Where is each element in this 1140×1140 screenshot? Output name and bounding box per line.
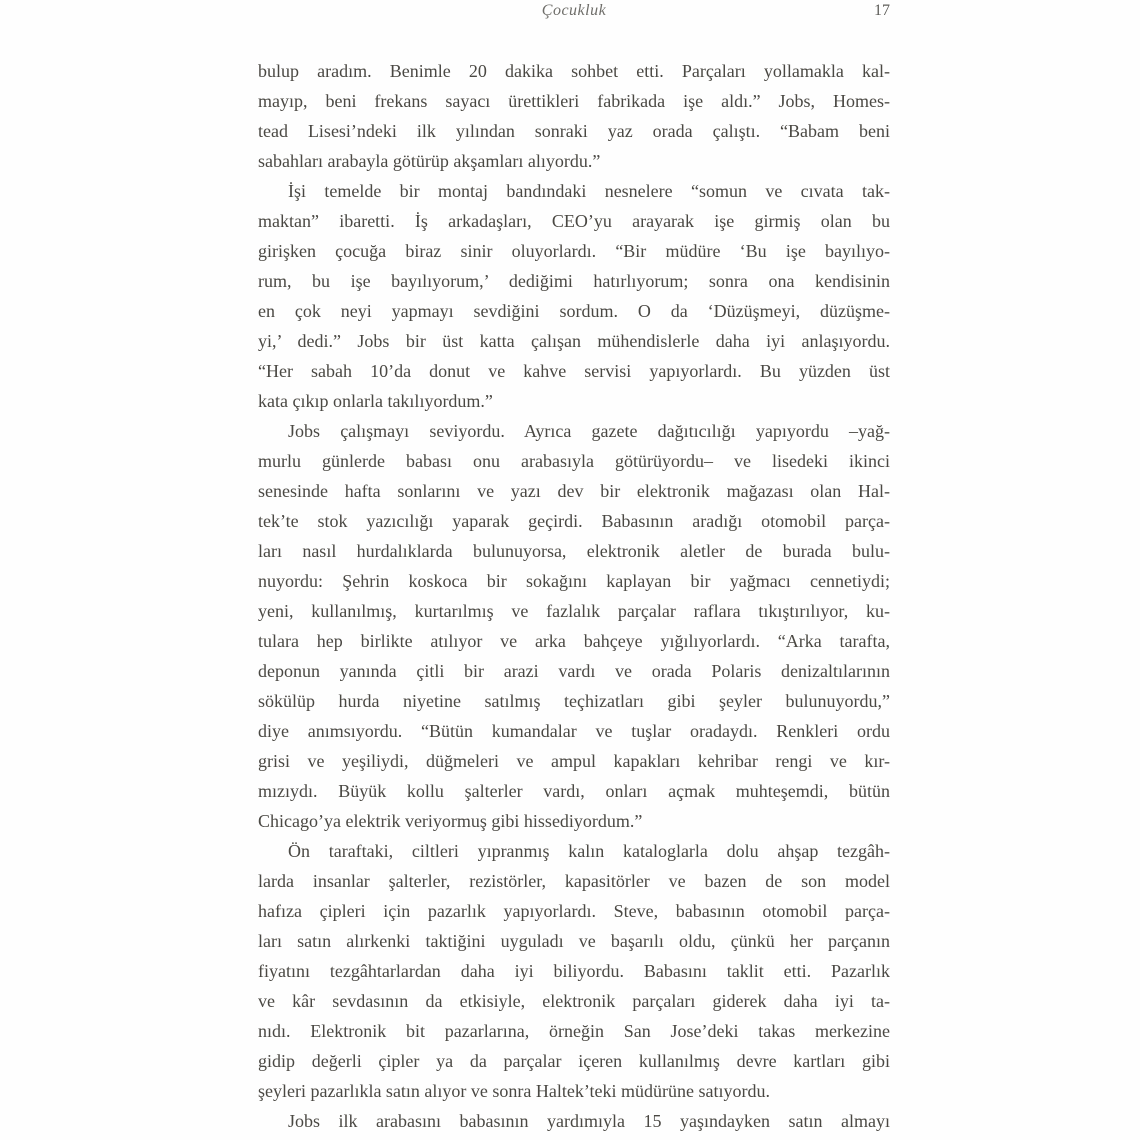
text-line: fiyatını tezgâhtarlardan daha iyi biliyordu. Babasını taklit etti. Pazarlık — [258, 961, 890, 981]
text-line: ve kâr sevdasının da etkisiyle, elektronik parçaları giderek daha iyi ta- — [258, 991, 890, 1011]
paragraph — [258, 1106, 890, 1136]
text-line: grisi ve yeşiliydi, düğmeleri ve ampul kapakları kehribar rengi ve kır- — [258, 751, 890, 771]
text-line: diye anımsıyordu. “Bütün kumandalar ve tuşlar oradaydı. Renkleri ordu — [258, 721, 890, 741]
text-line: “Her sabah 10’da donut ve kahve servisi yapıyorlardı. Bu yüzden üst — [258, 361, 890, 381]
text-line: larda insanlar şalterler, rezistörler, kapasitörler ve bazen de son model — [258, 871, 890, 891]
text-line: yeni, kullanılmış, kurtarılmış ve fazlalık parçalar raflara tıkıştırılıyor, ku- — [258, 601, 890, 621]
text-line: şeyleri pazarlıkla satın alıyor ve sonra Haltek’teki müdürüne satıyordu. — [258, 1081, 771, 1101]
text-line: tead Lisesi’ndeki ilk yılından sonraki yaz orada çalıştı. “Babam beni — [258, 121, 890, 141]
page-header — [258, 0, 890, 22]
text-line: maktan” ibaretti. İş arkadaşları, CEO’yu arayarak işe girmiş olan bu — [258, 211, 890, 231]
text-line: mızıydı. Büyük kollu şalterler vardı, onları açmak muhteşemdi, bütün — [258, 781, 890, 801]
paragraph — [258, 416, 890, 836]
text-line: deponun yanında çitli bir arazi vardı ve orada Polaris denizaltılarının — [258, 661, 890, 681]
text-line: kata çıkıp onlarla takılıyordum.” — [258, 391, 493, 411]
text-line: ları satın alırkenki taktiğini uyguladı ve başarılı oldu, çünkü her parçanın — [258, 931, 890, 951]
text-block — [258, 56, 890, 1136]
text-line: sökülüp hurda niyetine satılmış teçhizatları gibi şeyler bulunuyordu,” — [258, 691, 890, 711]
text-line: sabahları arabayla götürüp akşamları alıyordu.” — [258, 151, 601, 171]
paragraph — [258, 836, 890, 1106]
text-line: murlu günlerde babası onu arabasıyla götürüyordu– ve lisedeki ikinci — [258, 451, 890, 471]
text-line: mayıp, beni frekans sayacı ürettikleri fabrikada işe aldı.” Jobs, Homes- — [258, 91, 890, 111]
text-line: ları nasıl hurdalıklarda bulunuyorsa, elektronik aletler de burada bulu- — [258, 541, 890, 561]
text-line: Jobs çalışmayı seviyordu. Ayrıca gazete dağıtıcılığı yapıyordu –yağ- — [288, 421, 890, 441]
text-line: nuyordu: Şehrin koskoca bir sokağını kaplayan bir yağmacı cennetiydi; — [258, 571, 890, 591]
text-line: yi,’ dedi.” Jobs bir üst katta çalışan mühendislerle daha iyi anlaşıyordu. — [258, 331, 890, 351]
text-line: senesinde hafta sonlarını ve yazı dev bir elektronik mağazası olan Hal- — [258, 481, 890, 501]
text-line: nıdı. Elektronik bit pazarlarına, örneğin San Jose’deki takas merkezine — [258, 1021, 890, 1041]
text-line: rum, bu işe bayılıyorum,’ dediğimi hatırlıyorum; sonra ona kendisinin — [258, 271, 890, 291]
text-line: girişken çocuğa biraz sinir oluyorlardı. “Bir müdüre ‘Bu işe bayılıyo- — [258, 241, 890, 261]
text-line: Jobs ilk arabasını babasının yardımıyla 15 yaşındayken satın almayı — [288, 1111, 890, 1131]
running-head-chapter-title: Çocukluk — [541, 2, 607, 19]
page-number: 17 — [874, 2, 890, 19]
paragraph — [258, 56, 890, 176]
text-line: bulup aradım. Benimle 20 dakika sohbet etti. Parçaları yollamakla kal- — [258, 61, 890, 81]
paragraph — [258, 176, 890, 416]
text-line: Chicago’ya elektrik veriyormuş gibi hissediyordum.” — [258, 811, 643, 831]
text-line: tulara hep birlikte atılıyor ve arka bahçeye yığılıyorlardı. “Arka tarafta, — [258, 631, 890, 651]
text-line: hafıza çipleri için pazarlık yapıyorlardı. Steve, babasının otomobil parça- — [258, 901, 890, 921]
text-line: İşi temelde bir montaj bandındaki nesnelere “somun ve cıvata tak- — [288, 181, 890, 201]
text-line: Ön taraftaki, ciltleri yıpranmış kalın kataloglarla dolu ahşap tezgâh- — [288, 841, 890, 861]
text-line: gidip değerli çipler ya da parçalar içeren kullanılmış devre kartları gibi — [258, 1051, 890, 1071]
text-line: tek’te stok yazıcılığı yaparak geçirdi. Babasının aradığı otomobil parça- — [258, 511, 890, 531]
text-line: en çok neyi yapmayı sevdiğini sordum. O da ‘Düzüşmeyi, düzüşme- — [258, 301, 890, 321]
